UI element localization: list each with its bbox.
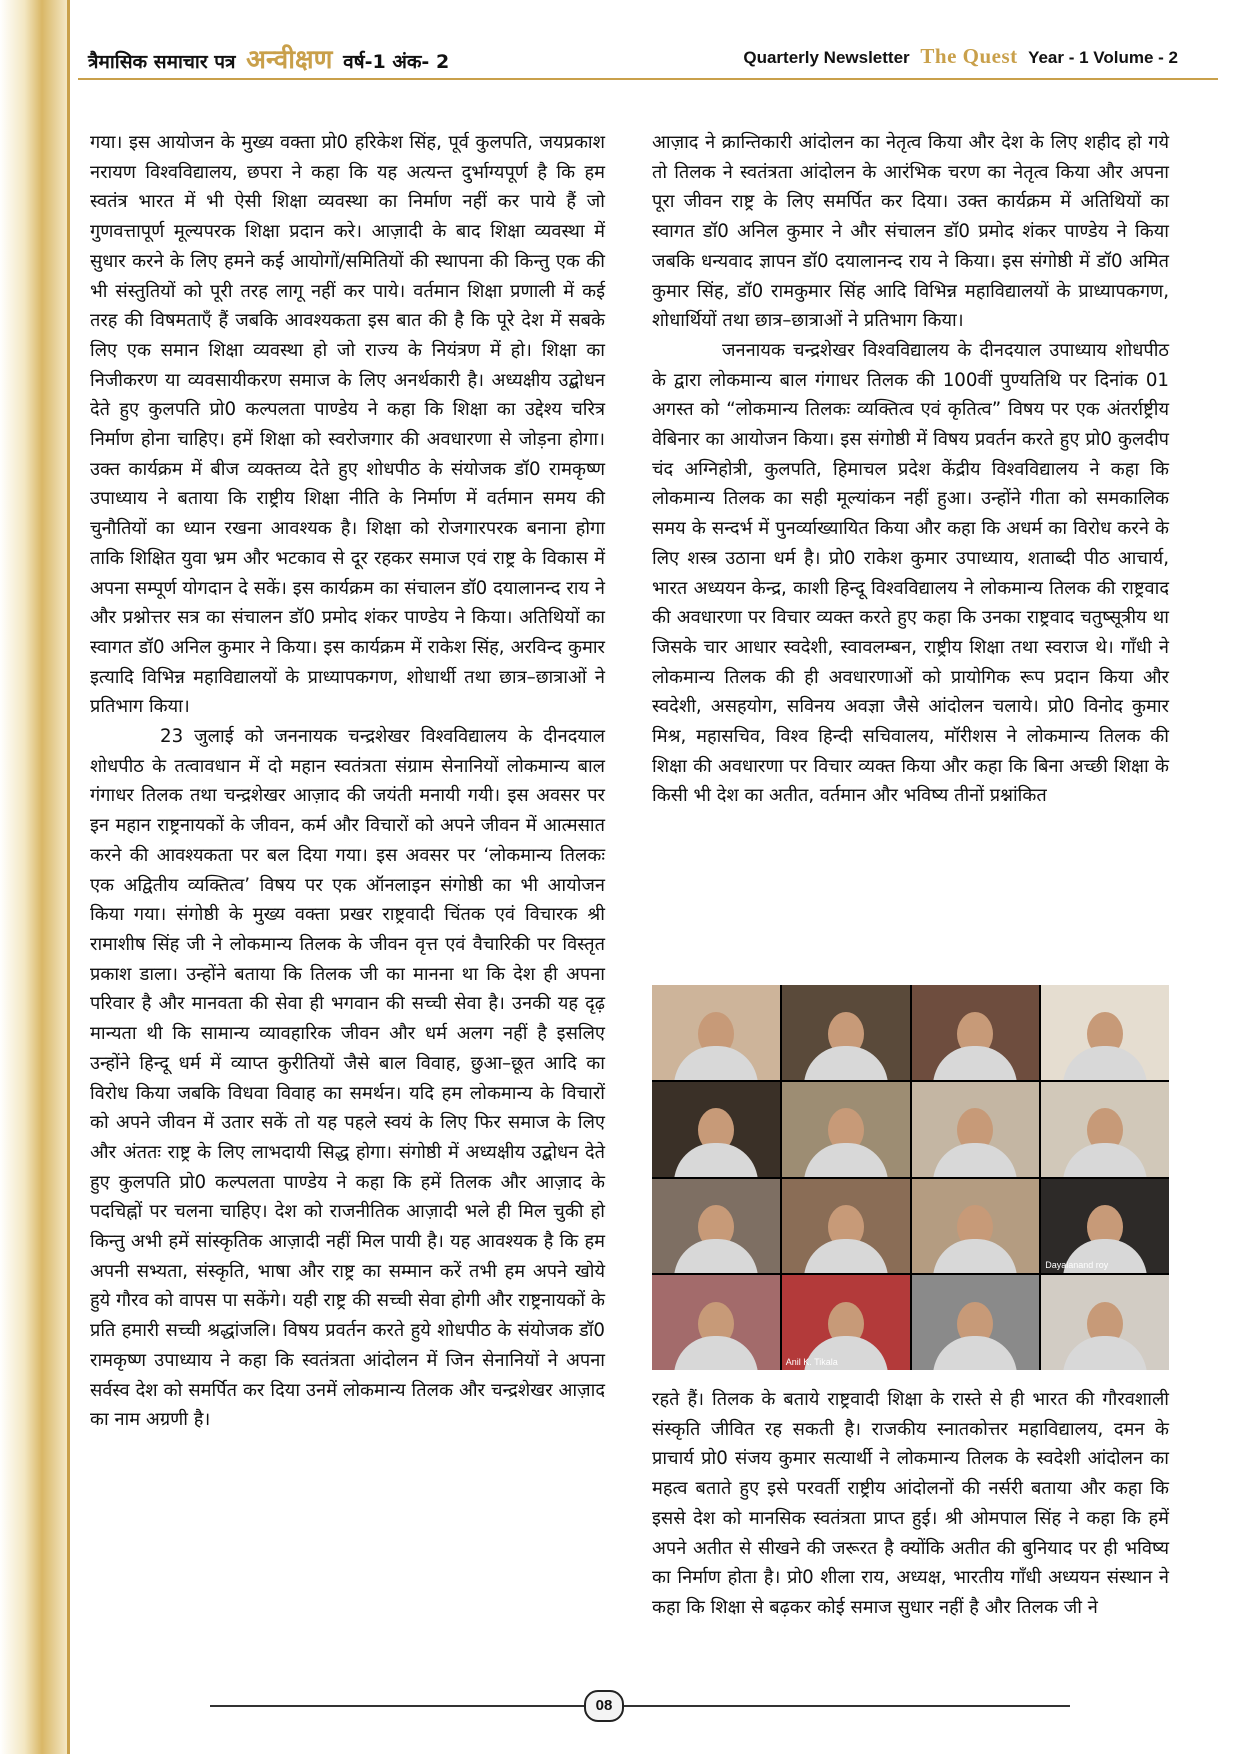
participant-tile: [912, 1275, 1040, 1370]
header-hindi-issue: वर्ष-1 अंक- 2: [343, 51, 450, 73]
participant-name-caption: Dayalanand roy: [1045, 1260, 1109, 1271]
participant-tile: [1041, 1082, 1169, 1177]
page-number: 08: [584, 1690, 624, 1722]
participant-tile: [652, 1179, 780, 1274]
participant-name-caption: Anil K. Tikala: [785, 1357, 838, 1367]
header-english-brand: The Quest: [920, 44, 1018, 68]
header-english-prefix: Quarterly Newsletter: [743, 48, 910, 67]
header-divider: [78, 78, 1218, 80]
page-header: [78, 38, 1218, 75]
participant-tile: [782, 985, 910, 1080]
left-paragraph-2: 23 जुलाई को जननायक चन्द्रशेखर विश्वविद्यालय के दीनदयाल शोधपीठ के तत्वावधान में दो महान स्वतंत्रता संग्राम सेनानियों लोकमान्य बाल गंगाधर तिलक तथा चन्द्रशेखर आज़ाद की जयंती मनायी गयी। इस अवसर पर इन महान राष्ट्रनायकों के जीवन, कर्म और विचारों को अपने जीवन में आत्मसात करने की आवश्यकता पर बल दिया गया। इस अवसर पर ‘लोकमान्य तिलकः एक अद्वितीय व्यक्तित्व’ विषय पर एक ऑनलाइन संगोष्ठी का भी आयोजन किया गया। संगोष्ठी के मुख्य वक्ता प्रखर राष्ट्रवादी चिंतक एवं विचारक श्री रामाशीष सिंह जी ने लोकमान्य तिलक के जीवन वृत्त एवं वैचारिकी पर विस्तृत प्रकाश डाला। उन्होंने बताया कि तिलक जी का मानना था कि देश ही अपना परिवार है और मानवता की सेवा ही भगवान की सच्ची सेवा है। उनकी यह दृढ़ मान्यता थी कि सामान्य व्यावहारिक जीवन और धर्म अलग नहीं है इसलिए उन्होंने हिन्दू धर्म में व्याप्त कुरीतियों जैसे बाल विवाह, छुआ–छूत आदि का विरोध किया जबकि विधवा विवाह का समर्थन। यदि हम लोकमान्य के विचारों को अपने जीवन में उतार सकें तो यह पहले स्वयं के लिए फिर समाज के लिए और अंततः राष्ट्र के लिए लाभदायी सिद्ध होगा। संगोष्ठी में अध्यक्षीय उद्बोधन देते हुए कुलपति प्रो0 कल्पलता पाण्डेय ने कहा कि हमें तिलक और आज़ाद के पदचिह्नों पर चलना चाहिए। देश को राजनीतिक आज़ादी भले ही मिल चुकी हो किन्तु अभी हमें सांस्कृतिक आज़ादी नहीं मिल पायी है। यह आवश्यक है कि हम अपनी सभ्यता, संस्कृति, भाषा और राष्ट्र का सम्मान करें तभी हम अपने खोये हुये गौरव को वापस पा सकेंगे। यही राष्ट्र की सच्ची सेवा होगी और राष्ट्रनायकों के प्रति हमारी सच्ची श्रद्धांजलि। विषय प्रवर्तन करते हुये शोधपीठ के संयोजक डॉ0 रामकृष्ण उपाध्याय ने कहा कि स्वतंत्रता आंदोलन में जिन सेनानियों ने अपना सर्वस्व देश को समर्पित कर दिया उनमें लोकमान्य तिलक और चन्द्रशेखर आज़ाद का नाम अग्रणी है।: [90, 726, 605, 1431]
left-paragraph-1: गया। इस आयोजन के मुख्य वक्ता प्रो0 हरिकेश सिंह, पूर्व कुलपति, जयप्रकाश नरायण विश्वविद्यालय, छपरा ने कहा कि यह अत्यन्त दुर्भाग्यपूर्ण है कि हम स्वतंत्र भारत में भी ऐसी शिक्षा व्यवस्था का निर्माण नहीं कर पाये हैं जो गुणवत्तापूर्ण मूल्यपरक शिक्षा प्रदान करे। आज़ादी के बाद शिक्षा व्यवस्था में सुधार करने के लिए हमने कई आयोगों/समितियों की स्थापना की किन्तु एक की भी संस्तुतियों को पूरी तरह लागू नहीं कर पाये। वर्तमान शिक्षा प्रणाली में कई तरह की विषमताएँ हैं जबकि आवश्यकता इस बात की है कि पूरे देश में सबके लिए एक समान शिक्षा व्यवस्था हो जो राज्य के नियंत्रण में हो। शिक्षा का निजीकरण या व्यवसायीकरण समाज के लिए अनर्थकारी है। अध्यक्षीय उद्बोधन देते हुए कुलपति प्रो0 कल्पलता पाण्डेय ने कहा कि शिक्षा का उद्देश्य चरित्र निर्माण होना चाहिए। हमें शिक्षा को स्वरोजगार की अवधारणा से जोड़ना होगा। उक्त कार्यक्रम में बीज व्यक्तव्य देते हुए शोधपीठ के संयोजक डॉ0 रामकृष्ण उपाध्याय ने बताया कि राष्ट्रीय शिक्षा नीति के निर्माण में वर्तमान समय की चुनौतियों का ध्यान रखना आवश्यक है। शिक्षा को रोजगारपरक बनाना होगा ताकि शिक्षित युवा भ्रम और भटकाव से दूर रहकर समाज एवं राष्ट्र के विकास में अपना सम्पूर्ण योगदान दे सकें। इस कार्यक्रम का संचालन डॉ0 दयालानन्द राय ने और प्रश्नोत्तर सत्र का संचालन डॉ0 प्रमोद शंकर पाण्डेय ने किया। अतिथियों का स्वागत डॉ0 अनिल कुमार ने किया। इस कार्यक्रम में राकेश सिंह, अरविन्द कुमार इत्यादि विभिन्न महाविद्यालयों के प्राध्यापकगण, शोधार्थी तथा छात्र–छात्राओं ने प्रतिभाग किया।: [90, 132, 605, 718]
participant-tile: [782, 1179, 910, 1274]
header-english-issue: Year - 1 Volume - 2: [1028, 48, 1178, 67]
participant-tile: [782, 1275, 910, 1370]
right-column-bottom: [652, 1385, 1169, 1623]
header-english-title: [743, 44, 1178, 69]
right-column-top: [652, 128, 1169, 811]
participant-tile: [652, 985, 780, 1080]
participant-tile: [782, 1082, 910, 1177]
header-hindi-brand: अन्वीक्षण: [246, 45, 333, 75]
webinar-screenshot-photo: [652, 985, 1169, 1370]
right-paragraph-2: जननायक चन्द्रशेखर विश्वविद्यालय के दीनदयाल उपाध्याय शोधपीठ के द्वारा लोकमान्य बाल गंगाधर तिलक की 100वीं पुण्यतिथि पर दिनांक 01 अगस्त को “लोकमान्य तिलकः व्यक्तित्व एवं कृतित्व” विषय पर एक अंतर्राष्ट्रीय वेबिनार का आयोजन किया। इस संगोष्ठी में विषय प्रवर्तन करते हुए प्रो0 कुलदीप चंद अग्निहोत्री, कुलपति, हिमाचल प्रदेश केंद्रीय विश्वविद्यालय ने कहा कि लोकमान्य तिलक का सही मूल्यांकन नहीं हुआ। उन्होंने गीता को समकालिक समय के सन्दर्भ में पुनर्व्याख्यायित किया और कहा कि अधर्म का विरोध करने के लिए शस्त्र उठाना धर्म है। प्रो0 राकेश कुमार उपाध्याय, शताब्दी पीठ आचार्य, भारत अध्ययन केन्द्र, काशी हिन्दू विश्वविद्यालय ने लोकमान्य तिलक की राष्ट्रवाद की अवधारणा पर विचार व्यक्त करते हुए कहा कि उनका राष्ट्रवाद चतुष्सूत्रीय था जिसके चार आधार स्वदेशी, स्वावलम्बन, राष्ट्रीय शिक्षा तथा स्वराज थे। गाँधी ने लोकमान्य तिलक की ही अवधारणाओं को प्रायोगिक रूप प्रदान किया और स्वदेशी, असहयोग, सविनय अवज्ञा जैसे आंदोलन चलाये। प्रो0 विनोद कुमार मिश्र, महासचिव, विश्व हिन्दी सचिवालय, मॉरीशस ने लोकमान्य तिलक की शिक्षा की अवधारणा पर विचार व्यक्त किया और कहा कि बिना अच्छी शिक्षा के किसी भी देश का अतीत, वर्तमान और भविष्य तीनों प्रश्नांकित: [652, 339, 1169, 807]
participant-tile: [912, 1179, 1040, 1274]
footer-rule-right: [620, 1705, 1070, 1707]
participant-tile: [912, 1082, 1040, 1177]
header-hindi-title: [88, 40, 449, 76]
participant-tile: [1041, 1275, 1169, 1370]
right-paragraph-1: आज़ाद ने क्रान्तिकारी आंदोलन का नेतृत्व किया और देश के लिए शहीद हो गये तो तिलक ने स्वतंत्रता आंदोलन के आरंभिक चरण का नेतृत्व किया और अपना पूरा जीवन राष्ट्र के लिए समर्पित कर दिया। उक्त कार्यक्रम में अतिथियों का स्वागत डॉ0 अनिल कुमार ने और संचालन डॉ0 प्रमोद शंकर पाण्डेय ने किया जबकि धन्यवाद ज्ञापन डॉ0 दयालानन्द राय ने किया। इस संगोष्ठी में डॉ0 अमित कुमार सिंह, डॉ0 रामकुमार सिंह आदि विभिन्न महाविद्यालयों के प्राध्यापकगण, शोधार्थियों तथा छात्र–छात्राओं ने प्रतिभाग किया।: [652, 132, 1169, 332]
participant-tile: [912, 985, 1040, 1080]
left-column: [90, 128, 605, 1435]
participant-tile: [1041, 985, 1169, 1080]
participant-tile: [1041, 1179, 1169, 1274]
participant-tile: [652, 1082, 780, 1177]
footer-rule-left: [210, 1705, 585, 1707]
decorative-gold-margin: [0, 0, 70, 1754]
right-paragraph-3: रहते हैं। तिलक के बताये राष्ट्रवादी शिक्षा के रास्ते से ही भारत की गौरवशाली संस्कृति जीवित रह सकती है। राजकीय स्नातकोत्तर महाविद्यालय, दमन के प्राचार्य प्रो0 संजय कुमार सत्यार्थी ने लोकमान्य तिलक के स्वदेशी आंदोलन का महत्व बताते हुए इसे परवर्ती राष्ट्रीय आंदोलनों की नर्सरी बताया और कहा कि इससे देश को मानसिक स्वतंत्रता प्राप्त हुई। श्री ओमपाल सिंह ने कहा कि हमें अपने अतीत से सीखने की जरूरत है क्योंकि अतीत की बुनियाद पर ही भविष्य का निर्माण होता है। प्रो0 शीला राय, अध्यक्ष, भारतीय गाँधी अध्ययन संस्थान ने कहा कि शिक्षा से बढ़कर कोई समाज सुधार नहीं है और तिलक जी ने: [652, 1389, 1169, 1618]
header-hindi-prefix: त्रैमासिक समाचार पत्र: [88, 51, 236, 73]
participant-tile: [652, 1275, 780, 1370]
